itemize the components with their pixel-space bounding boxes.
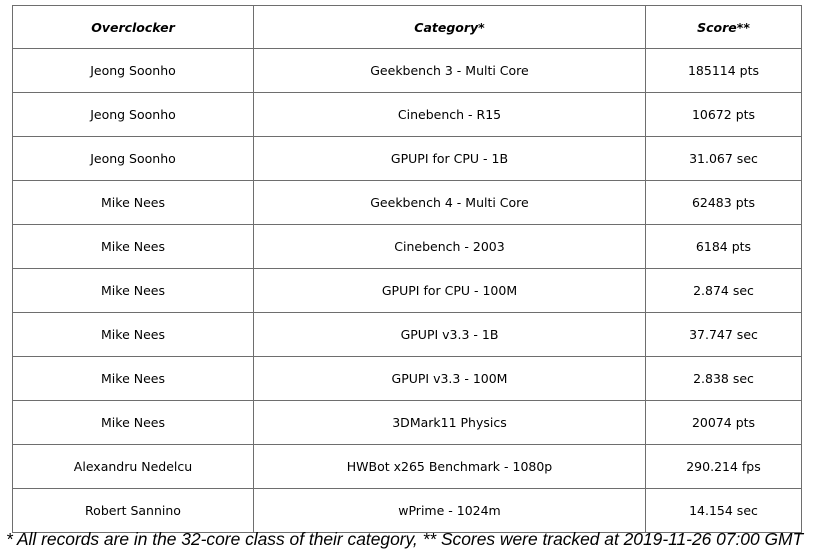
cell-category: GPUPI for CPU - 100M xyxy=(254,269,646,313)
table-row xyxy=(13,181,802,225)
cell-score: 14.154 sec xyxy=(646,489,802,533)
table-row xyxy=(13,357,802,401)
cell-category: GPUPI v3.3 - 1B xyxy=(254,313,646,357)
table-row xyxy=(13,93,802,137)
cell-score: 20074 pts xyxy=(646,401,802,445)
table-row xyxy=(13,313,802,357)
cell-score: 2.838 sec xyxy=(646,357,802,401)
cell-overclocker: Jeong Soonho xyxy=(13,49,254,93)
table-row xyxy=(13,489,802,533)
cell-overclocker: Jeong Soonho xyxy=(13,137,254,181)
header-score: Score** xyxy=(646,6,802,49)
cell-score: 6184 pts xyxy=(646,225,802,269)
cell-category: GPUPI v3.3 - 100M xyxy=(254,357,646,401)
cell-overclocker: Mike Nees xyxy=(13,225,254,269)
cell-overclocker: Mike Nees xyxy=(13,357,254,401)
cell-score: 2.874 sec xyxy=(646,269,802,313)
cell-category: 3DMark11 Physics xyxy=(254,401,646,445)
cell-category: Cinebench - R15 xyxy=(254,93,646,137)
cell-overclocker: Mike Nees xyxy=(13,401,254,445)
cell-score: 290.214 fps xyxy=(646,445,802,489)
cell-category: GPUPI for CPU - 1B xyxy=(254,137,646,181)
cell-category: wPrime - 1024m xyxy=(254,489,646,533)
cell-overclocker: Robert Sannino xyxy=(13,489,254,533)
cell-overclocker: Alexandru Nedelcu xyxy=(13,445,254,489)
cell-score: 10672 pts xyxy=(646,93,802,137)
table-row xyxy=(13,401,802,445)
cell-category: Cinebench - 2003 xyxy=(254,225,646,269)
table-row xyxy=(13,49,802,93)
table-row xyxy=(13,225,802,269)
cell-category: Geekbench 3 - Multi Core xyxy=(254,49,646,93)
records-table xyxy=(12,5,802,533)
cell-overclocker: Jeong Soonho xyxy=(13,93,254,137)
cell-overclocker: Mike Nees xyxy=(13,181,254,225)
header-overclocker: Overclocker xyxy=(13,6,254,49)
table-row xyxy=(13,137,802,181)
header-row xyxy=(13,6,802,49)
table-row xyxy=(13,269,802,313)
cell-category: HWBot x265 Benchmark - 1080p xyxy=(254,445,646,489)
header-category: Category* xyxy=(254,6,646,49)
cell-score: 62483 pts xyxy=(646,181,802,225)
cell-overclocker: Mike Nees xyxy=(13,313,254,357)
cell-score: 185114 pts xyxy=(646,49,802,93)
table-row xyxy=(13,445,802,489)
cell-score: 31.067 sec xyxy=(646,137,802,181)
cell-overclocker: Mike Nees xyxy=(13,269,254,313)
cell-category: Geekbench 4 - Multi Core xyxy=(254,181,646,225)
cell-score: 37.747 sec xyxy=(646,313,802,357)
footnote: * All records are in the 32-core class of their category, ** Scores were tracked at 2019-11-26 07:00 GMT xyxy=(6,529,804,549)
